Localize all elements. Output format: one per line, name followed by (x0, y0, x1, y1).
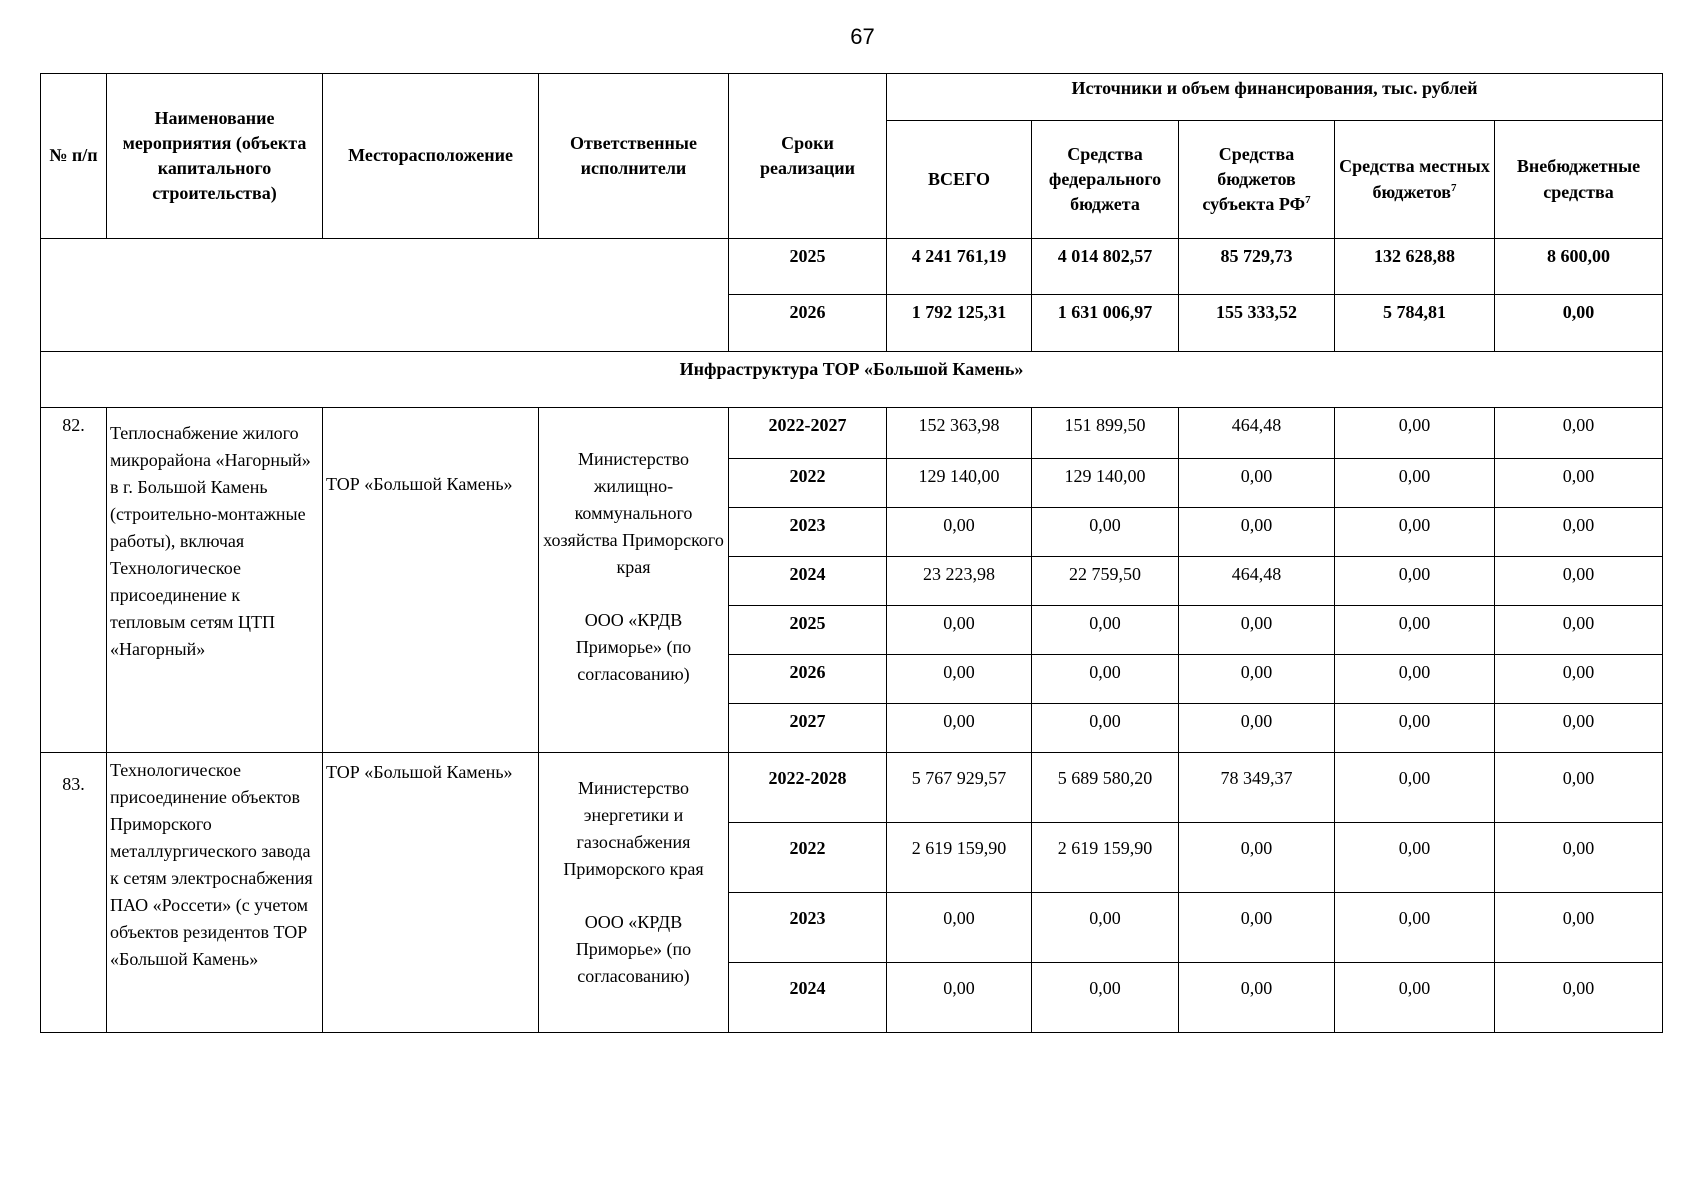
regional-cell: 78 349,37 (1179, 753, 1335, 823)
local-cell: 0,00 (1335, 459, 1495, 508)
local-cell: 0,00 (1335, 704, 1495, 753)
footnote-mark: 7 (1451, 181, 1457, 194)
total-cell: 5 767 929,57 (887, 753, 1032, 823)
year-cell: 2027 (729, 704, 887, 753)
header-local-label: Средства местных бюджетов (1339, 156, 1490, 202)
total-cell: 152 363,98 (887, 408, 1032, 459)
local-cell: 0,00 (1335, 408, 1495, 459)
federal-cell: 151 899,50 (1032, 408, 1179, 459)
item-location: ТОР «Большой Камень» (323, 408, 539, 753)
regional-cell: 0,00 (1179, 823, 1335, 893)
federal-cell: 0,00 (1032, 655, 1179, 704)
summary-blank-cell (41, 239, 729, 352)
regional-cell: 155 333,52 (1179, 295, 1335, 352)
regional-cell: 0,00 (1179, 508, 1335, 557)
federal-cell: 1 631 006,97 (1032, 295, 1179, 352)
local-cell: 132 628,88 (1335, 239, 1495, 295)
summary-row (41, 239, 1663, 295)
header-federal: Средства федерального бюджета (1032, 121, 1179, 239)
local-cell: 0,00 (1335, 823, 1495, 893)
table-row (41, 753, 1663, 823)
total-cell: 23 223,98 (887, 557, 1032, 606)
header-regional (1179, 121, 1335, 239)
item-location: ТОР «Большой Камень» (323, 753, 539, 1033)
item-number: 82. (41, 408, 107, 753)
header-regional-label: Средства бюджетов субъекта РФ (1202, 143, 1306, 215)
item-executors (539, 408, 729, 753)
total-cell: 2 619 159,90 (887, 823, 1032, 893)
regional-cell: 0,00 (1179, 655, 1335, 704)
total-cell: 0,00 (887, 606, 1032, 655)
executor-spacer (542, 581, 725, 607)
federal-cell: 0,00 (1032, 606, 1179, 655)
offbudget-cell: 0,00 (1495, 963, 1663, 1033)
executor-krdv: ООО «КРДВ Приморье» (по согласованию) (575, 610, 692, 684)
federal-cell: 0,00 (1032, 893, 1179, 963)
local-cell: 0,00 (1335, 606, 1495, 655)
year-cell: 2023 (729, 508, 887, 557)
item-executors (539, 753, 729, 1033)
executor-spacer (542, 883, 725, 909)
regional-cell: 0,00 (1179, 704, 1335, 753)
year-cell: 2026 (729, 655, 887, 704)
total-cell: 0,00 (887, 963, 1032, 1033)
year-cell: 2024 (729, 557, 887, 606)
regional-cell: 464,48 (1179, 408, 1335, 459)
offbudget-cell: 0,00 (1495, 655, 1663, 704)
table-row (41, 408, 1663, 459)
year-cell: 2022-2027 (729, 408, 887, 459)
offbudget-cell: 0,00 (1495, 295, 1663, 352)
offbudget-cell: 0,00 (1495, 753, 1663, 823)
regional-cell: 0,00 (1179, 963, 1335, 1033)
regional-cell: 464,48 (1179, 557, 1335, 606)
federal-cell: 0,00 (1032, 704, 1179, 753)
federal-cell: 129 140,00 (1032, 459, 1179, 508)
header-location: Месторасположение (323, 74, 539, 239)
executor-ministry: Министерство жилищно-коммунального хозяйства Приморского края (543, 449, 724, 577)
page-number: 67 (850, 24, 875, 49)
header-name: Наименование мероприятия (объекта капитального строительства) (107, 74, 323, 239)
local-cell: 0,00 (1335, 557, 1495, 606)
executor-krdv: ООО «КРДВ Приморье» (по согласованию) (575, 912, 692, 986)
total-cell: 0,00 (887, 655, 1032, 704)
regional-cell: 0,00 (1179, 893, 1335, 963)
federal-cell: 0,00 (1032, 508, 1179, 557)
year-cell: 2026 (729, 295, 887, 352)
offbudget-cell: 0,00 (1495, 508, 1663, 557)
offbudget-cell: 0,00 (1495, 823, 1663, 893)
total-cell: 1 792 125,31 (887, 295, 1032, 352)
total-cell: 4 241 761,19 (887, 239, 1032, 295)
offbudget-cell: 0,00 (1495, 557, 1663, 606)
header-funding: Источники и объем финансирования, тыс. рублей (887, 74, 1663, 121)
item-name: Технологическое присоединение объектов Приморского металлургического завода к сетям электроснабжения ПАО «Россети» (с учетом объектов резидентов ТОР «Большой Камень» (107, 753, 323, 1033)
federal-cell: 0,00 (1032, 963, 1179, 1033)
regional-cell: 85 729,73 (1179, 239, 1335, 295)
offbudget-cell: 0,00 (1495, 459, 1663, 508)
year-cell: 2022 (729, 459, 887, 508)
header-local (1335, 121, 1495, 239)
year-cell: 2023 (729, 893, 887, 963)
year-cell: 2025 (729, 239, 887, 295)
header-no: № п/п (41, 74, 107, 239)
total-cell: 0,00 (887, 704, 1032, 753)
local-cell: 0,00 (1335, 655, 1495, 704)
header-total: ВСЕГО (887, 121, 1032, 239)
year-cell: 2025 (729, 606, 887, 655)
offbudget-cell: 8 600,00 (1495, 239, 1663, 295)
offbudget-cell: 0,00 (1495, 893, 1663, 963)
local-cell: 0,00 (1335, 753, 1495, 823)
total-cell: 0,00 (887, 893, 1032, 963)
total-cell: 129 140,00 (887, 459, 1032, 508)
financing-table (40, 73, 1663, 1033)
federal-cell: 5 689 580,20 (1032, 753, 1179, 823)
year-cell: 2024 (729, 963, 887, 1033)
footnote-mark: 7 (1305, 194, 1311, 207)
federal-cell: 4 014 802,57 (1032, 239, 1179, 295)
section-title: Инфраструктура ТОР «Большой Камень» (41, 352, 1663, 408)
local-cell: 0,00 (1335, 893, 1495, 963)
header-period: Сроки реализации (729, 74, 887, 239)
item-name: Теплоснабжение жилого микрорайона «Нагорный» в г. Большой Камень (строительно-монтажные работы), включая Технологическое присоединение к тепловым сетям ЦТП «Нагорный» (107, 408, 323, 753)
offbudget-cell: 0,00 (1495, 704, 1663, 753)
item-number: 83. (41, 753, 107, 1033)
header-executors: Ответственные исполнители (539, 74, 729, 239)
year-cell: 2022 (729, 823, 887, 893)
offbudget-cell: 0,00 (1495, 606, 1663, 655)
regional-cell: 0,00 (1179, 459, 1335, 508)
total-cell: 0,00 (887, 508, 1032, 557)
federal-cell: 22 759,50 (1032, 557, 1179, 606)
local-cell: 0,00 (1335, 508, 1495, 557)
section-row (41, 352, 1663, 408)
offbudget-cell: 0,00 (1495, 408, 1663, 459)
header-offbudget: Внебюджетные средства (1495, 121, 1663, 239)
regional-cell: 0,00 (1179, 606, 1335, 655)
year-cell: 2022-2028 (729, 753, 887, 823)
executor-ministry: Министерство энергетики и газоснабжения Приморского края (563, 778, 704, 879)
federal-cell: 2 619 159,90 (1032, 823, 1179, 893)
local-cell: 0,00 (1335, 963, 1495, 1033)
local-cell: 5 784,81 (1335, 295, 1495, 352)
